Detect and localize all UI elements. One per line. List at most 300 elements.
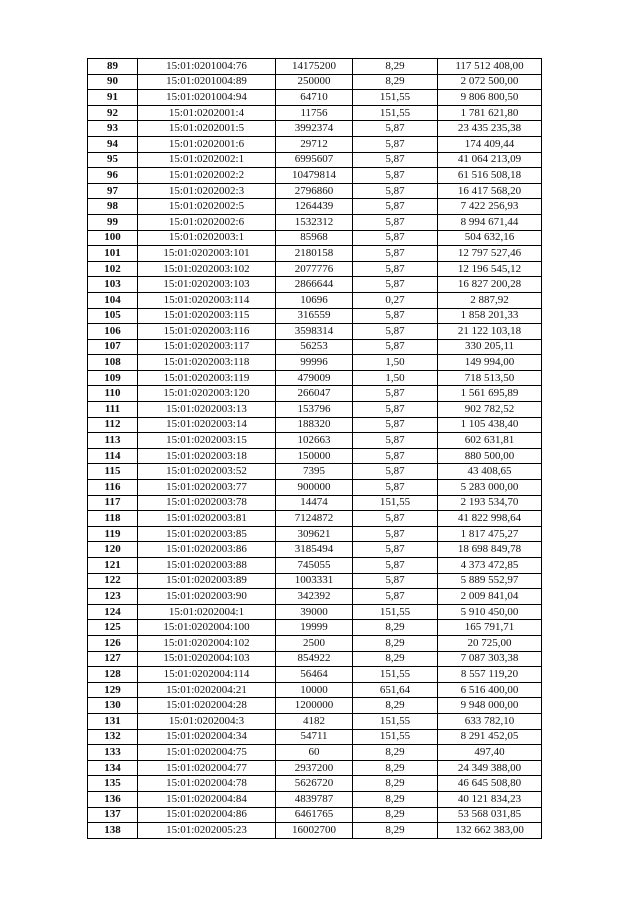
table-row [88, 495, 542, 511]
row-number-cell: 129 [88, 682, 138, 698]
table-row [88, 558, 542, 574]
rate-cell: 5,87 [353, 230, 438, 246]
rate-cell: 5,87 [353, 199, 438, 215]
rate-cell: 5,87 [353, 480, 438, 496]
rate-cell: 5,87 [353, 324, 438, 340]
row-number-cell: 113 [88, 433, 138, 449]
row-number-cell: 136 [88, 791, 138, 807]
cadastral-number-cell: 15:01:0202004:3 [138, 713, 276, 729]
cadastral-value-cell: 633 782,10 [438, 713, 542, 729]
rate-cell: 5,87 [353, 526, 438, 542]
row-number-cell: 127 [88, 651, 138, 667]
row-number-cell: 103 [88, 277, 138, 293]
cadastral-value-cell: 16 417 568,20 [438, 183, 542, 199]
area-cell: 3185494 [276, 542, 353, 558]
rate-cell: 5,87 [353, 183, 438, 199]
area-cell: 309621 [276, 526, 353, 542]
area-cell: 39000 [276, 604, 353, 620]
rate-cell: 5,87 [353, 589, 438, 605]
cadastral-number-cell: 15:01:0202003:114 [138, 292, 276, 308]
cadastral-number-cell: 15:01:0202003:85 [138, 526, 276, 542]
table-row [88, 511, 542, 527]
cadastral-value-cell: 7 422 256,93 [438, 199, 542, 215]
cadastral-number-cell: 15:01:0202004:84 [138, 791, 276, 807]
cadastral-number-cell: 15:01:0202002:2 [138, 168, 276, 184]
table-row [88, 760, 542, 776]
cadastral-number-cell: 15:01:0202001:6 [138, 136, 276, 152]
rate-cell: 8,29 [353, 651, 438, 667]
table-row [88, 464, 542, 480]
cadastral-number-cell: 15:01:0202002:6 [138, 214, 276, 230]
area-cell: 16002700 [276, 823, 353, 839]
area-cell: 316559 [276, 308, 353, 324]
row-number-cell: 99 [88, 214, 138, 230]
cadastral-value-cell: 880 500,00 [438, 448, 542, 464]
row-number-cell: 106 [88, 324, 138, 340]
table-row [88, 526, 542, 542]
table-row [88, 339, 542, 355]
table-row [88, 308, 542, 324]
cadastral-value-cell: 330 205,11 [438, 339, 542, 355]
cadastral-number-cell: 15:01:0202003:52 [138, 464, 276, 480]
area-cell: 4839787 [276, 791, 353, 807]
row-number-cell: 110 [88, 386, 138, 402]
rate-cell: 5,87 [353, 339, 438, 355]
cadastral-value-cell: 5 910 450,00 [438, 604, 542, 620]
cadastral-number-cell: 15:01:0202003:14 [138, 417, 276, 433]
cadastral-value-cell: 7 087 303,38 [438, 651, 542, 667]
cadastral-number-cell: 15:01:0202003:90 [138, 589, 276, 605]
rate-cell: 5,87 [353, 168, 438, 184]
cadastral-value-cell: 16 827 200,28 [438, 277, 542, 293]
rate-cell: 8,29 [353, 59, 438, 75]
cadastral-value-cell: 2 193 534,70 [438, 495, 542, 511]
area-cell: 10696 [276, 292, 353, 308]
rate-cell: 5,87 [353, 152, 438, 168]
area-cell: 2077776 [276, 261, 353, 277]
table-body [88, 59, 542, 839]
cadastral-value-cell: 1 561 695,89 [438, 386, 542, 402]
table-row [88, 807, 542, 823]
cadastral-value-cell: 602 631,81 [438, 433, 542, 449]
cadastral-value-cell: 1 817 475,27 [438, 526, 542, 542]
cadastral-number-cell: 15:01:0202003:77 [138, 480, 276, 496]
row-number-cell: 100 [88, 230, 138, 246]
cadastral-number-cell: 15:01:0201004:76 [138, 59, 276, 75]
area-cell: 1264439 [276, 199, 353, 215]
cadastral-number-cell: 15:01:0202004:1 [138, 604, 276, 620]
rate-cell: 151,55 [353, 495, 438, 511]
table-row [88, 90, 542, 106]
cadastral-number-cell: 15:01:0202002:1 [138, 152, 276, 168]
cadastral-value-cell: 8 291 452,05 [438, 729, 542, 745]
cadastral-value-cell: 9 948 000,00 [438, 698, 542, 714]
row-number-cell: 93 [88, 121, 138, 137]
area-cell: 4182 [276, 713, 353, 729]
cadastral-number-cell: 15:01:0202003:78 [138, 495, 276, 511]
cadastral-number-cell: 15:01:0202001:5 [138, 121, 276, 137]
row-number-cell: 92 [88, 105, 138, 121]
cadastral-value-cell: 41 822 998,64 [438, 511, 542, 527]
area-cell: 854922 [276, 651, 353, 667]
area-cell: 2796860 [276, 183, 353, 199]
row-number-cell: 119 [88, 526, 138, 542]
table-row [88, 542, 542, 558]
cadastral-value-cell: 165 791,71 [438, 620, 542, 636]
area-cell: 1532312 [276, 214, 353, 230]
row-number-cell: 114 [88, 448, 138, 464]
cadastral-value-cell: 497,40 [438, 745, 542, 761]
rate-cell: 8,29 [353, 776, 438, 792]
row-number-cell: 133 [88, 745, 138, 761]
cadastral-number-cell: 15:01:0202002:5 [138, 199, 276, 215]
cadastral-value-cell: 117 512 408,00 [438, 59, 542, 75]
row-number-cell: 128 [88, 667, 138, 683]
row-number-cell: 108 [88, 355, 138, 371]
table-row [88, 417, 542, 433]
rate-cell: 5,87 [353, 448, 438, 464]
area-cell: 99996 [276, 355, 353, 371]
table-row [88, 168, 542, 184]
row-number-cell: 90 [88, 74, 138, 90]
table-row [88, 729, 542, 745]
rate-cell: 8,29 [353, 74, 438, 90]
cadastral-number-cell: 15:01:0202004:114 [138, 667, 276, 683]
area-cell: 11756 [276, 105, 353, 121]
cadastral-value-cell: 2 072 500,00 [438, 74, 542, 90]
row-number-cell: 104 [88, 292, 138, 308]
row-number-cell: 122 [88, 573, 138, 589]
table-row [88, 651, 542, 667]
cadastral-value-cell: 6 516 400,00 [438, 682, 542, 698]
rate-cell: 8,29 [353, 635, 438, 651]
area-cell: 54711 [276, 729, 353, 745]
table-row [88, 292, 542, 308]
table-row [88, 183, 542, 199]
cadastral-value-cell: 24 349 388,00 [438, 760, 542, 776]
cadastral-number-cell: 15:01:0202004:102 [138, 635, 276, 651]
table-row [88, 136, 542, 152]
area-cell: 10000 [276, 682, 353, 698]
row-number-cell: 107 [88, 339, 138, 355]
table-row [88, 214, 542, 230]
table-row [88, 324, 542, 340]
row-number-cell: 126 [88, 635, 138, 651]
cadastral-value-cell: 41 064 213,09 [438, 152, 542, 168]
row-number-cell: 134 [88, 760, 138, 776]
area-cell: 153796 [276, 402, 353, 418]
area-cell: 266047 [276, 386, 353, 402]
row-number-cell: 89 [88, 59, 138, 75]
area-cell: 250000 [276, 74, 353, 90]
table-row [88, 261, 542, 277]
table-row [88, 199, 542, 215]
cadastral-value-cell: 1 781 621,80 [438, 105, 542, 121]
row-number-cell: 121 [88, 558, 138, 574]
row-number-cell: 109 [88, 370, 138, 386]
rate-cell: 5,87 [353, 511, 438, 527]
area-cell: 56464 [276, 667, 353, 683]
area-cell: 745055 [276, 558, 353, 574]
cadastral-number-cell: 15:01:0202004:103 [138, 651, 276, 667]
cadastral-value-cell: 9 806 800,50 [438, 90, 542, 106]
cadastral-number-cell: 15:01:0202003:103 [138, 277, 276, 293]
area-cell: 150000 [276, 448, 353, 464]
cadastral-number-cell: 15:01:0202004:77 [138, 760, 276, 776]
row-number-cell: 125 [88, 620, 138, 636]
cadastral-value-cell: 174 409,44 [438, 136, 542, 152]
row-number-cell: 95 [88, 152, 138, 168]
area-cell: 7124872 [276, 511, 353, 527]
cadastral-number-cell: 15:01:0202003:89 [138, 573, 276, 589]
area-cell: 10479814 [276, 168, 353, 184]
cadastral-number-cell: 15:01:0202003:81 [138, 511, 276, 527]
cadastral-number-cell: 15:01:0202003:86 [138, 542, 276, 558]
area-cell: 29712 [276, 136, 353, 152]
row-number-cell: 112 [88, 417, 138, 433]
rate-cell: 1,50 [353, 370, 438, 386]
cadastral-value-cell: 1 858 201,33 [438, 308, 542, 324]
rate-cell: 8,29 [353, 807, 438, 823]
area-cell: 3598314 [276, 324, 353, 340]
cadastral-value-cell: 2 009 841,04 [438, 589, 542, 605]
rate-cell: 5,87 [353, 464, 438, 480]
cadastral-value-cell: 902 782,52 [438, 402, 542, 418]
rate-cell: 151,55 [353, 90, 438, 106]
cadastral-value-cell: 132 662 383,00 [438, 823, 542, 839]
table-row [88, 667, 542, 683]
table-row [88, 682, 542, 698]
rate-cell: 8,29 [353, 745, 438, 761]
cadastral-number-cell: 15:01:0202004:21 [138, 682, 276, 698]
area-cell: 1003331 [276, 573, 353, 589]
table-row [88, 698, 542, 714]
rate-cell: 151,55 [353, 667, 438, 683]
land-plot-table [87, 58, 542, 839]
rate-cell: 5,87 [353, 246, 438, 262]
area-cell: 64710 [276, 90, 353, 106]
row-number-cell: 130 [88, 698, 138, 714]
rate-cell: 5,87 [353, 261, 438, 277]
area-cell: 188320 [276, 417, 353, 433]
cadastral-number-cell: 15:01:0202003:119 [138, 370, 276, 386]
rate-cell: 8,29 [353, 760, 438, 776]
cadastral-value-cell: 504 632,16 [438, 230, 542, 246]
table-row [88, 448, 542, 464]
cadastral-value-cell: 12 797 527,46 [438, 246, 542, 262]
row-number-cell: 116 [88, 480, 138, 496]
rate-cell: 0,27 [353, 292, 438, 308]
cadastral-value-cell: 2 887,92 [438, 292, 542, 308]
rate-cell: 5,87 [353, 121, 438, 137]
area-cell: 56253 [276, 339, 353, 355]
row-number-cell: 96 [88, 168, 138, 184]
area-cell: 2500 [276, 635, 353, 651]
area-cell: 2866644 [276, 277, 353, 293]
table-row [88, 277, 542, 293]
row-number-cell: 97 [88, 183, 138, 199]
row-number-cell: 135 [88, 776, 138, 792]
rate-cell: 8,29 [353, 620, 438, 636]
cadastral-value-cell: 43 408,65 [438, 464, 542, 480]
rate-cell: 5,87 [353, 402, 438, 418]
table-row [88, 604, 542, 620]
row-number-cell: 91 [88, 90, 138, 106]
rate-cell: 5,87 [353, 277, 438, 293]
rate-cell: 651,64 [353, 682, 438, 698]
cadastral-value-cell: 23 435 235,38 [438, 121, 542, 137]
rate-cell: 5,87 [353, 417, 438, 433]
area-cell: 3992374 [276, 121, 353, 137]
row-number-cell: 102 [88, 261, 138, 277]
rate-cell: 5,87 [353, 558, 438, 574]
cadastral-value-cell: 21 122 103,18 [438, 324, 542, 340]
area-cell: 479009 [276, 370, 353, 386]
area-cell: 342392 [276, 589, 353, 605]
area-cell: 2180158 [276, 246, 353, 262]
cadastral-number-cell: 15:01:0201004:94 [138, 90, 276, 106]
row-number-cell: 124 [88, 604, 138, 620]
cadastral-value-cell: 149 994,00 [438, 355, 542, 371]
rate-cell: 151,55 [353, 105, 438, 121]
area-cell: 14175200 [276, 59, 353, 75]
cadastral-number-cell: 15:01:0202002:3 [138, 183, 276, 199]
cadastral-number-cell: 15:01:0202003:18 [138, 448, 276, 464]
table-row [88, 74, 542, 90]
table-row [88, 246, 542, 262]
row-number-cell: 111 [88, 402, 138, 418]
table-row [88, 713, 542, 729]
table-row [88, 230, 542, 246]
cadastral-value-cell: 718 513,50 [438, 370, 542, 386]
cadastral-number-cell: 15:01:0202004:78 [138, 776, 276, 792]
rate-cell: 5,87 [353, 542, 438, 558]
cadastral-number-cell: 15:01:0202003:115 [138, 308, 276, 324]
cadastral-value-cell: 12 196 545,12 [438, 261, 542, 277]
cadastral-value-cell: 53 568 031,85 [438, 807, 542, 823]
table-row [88, 402, 542, 418]
table-row [88, 370, 542, 386]
cadastral-value-cell: 8 557 119,20 [438, 667, 542, 683]
rate-cell: 8,29 [353, 791, 438, 807]
cadastral-number-cell: 15:01:0202003:116 [138, 324, 276, 340]
area-cell: 2937200 [276, 760, 353, 776]
rate-cell: 5,87 [353, 573, 438, 589]
table-row [88, 823, 542, 839]
rate-cell: 5,87 [353, 433, 438, 449]
area-cell: 19999 [276, 620, 353, 636]
rate-cell: 151,55 [353, 713, 438, 729]
cadastral-number-cell: 15:01:0202003:102 [138, 261, 276, 277]
cadastral-value-cell: 1 105 438,40 [438, 417, 542, 433]
cadastral-number-cell: 15:01:0202003:15 [138, 433, 276, 449]
rate-cell: 151,55 [353, 729, 438, 745]
cadastral-value-cell: 8 994 671,44 [438, 214, 542, 230]
area-cell: 60 [276, 745, 353, 761]
row-number-cell: 115 [88, 464, 138, 480]
row-number-cell: 98 [88, 199, 138, 215]
table-row [88, 620, 542, 636]
cadastral-number-cell: 15:01:0202004:28 [138, 698, 276, 714]
table-row [88, 791, 542, 807]
row-number-cell: 120 [88, 542, 138, 558]
cadastral-value-cell: 5 889 552,97 [438, 573, 542, 589]
row-number-cell: 117 [88, 495, 138, 511]
row-number-cell: 118 [88, 511, 138, 527]
table-row [88, 635, 542, 651]
table-row [88, 386, 542, 402]
cadastral-number-cell: 15:01:0202003:101 [138, 246, 276, 262]
cadastral-number-cell: 15:01:0202003:118 [138, 355, 276, 371]
area-cell: 102663 [276, 433, 353, 449]
area-cell: 1200000 [276, 698, 353, 714]
rate-cell: 151,55 [353, 604, 438, 620]
table-row [88, 589, 542, 605]
row-number-cell: 138 [88, 823, 138, 839]
area-cell: 14474 [276, 495, 353, 511]
rate-cell: 8,29 [353, 698, 438, 714]
cadastral-number-cell: 15:01:0202001:4 [138, 105, 276, 121]
cadastral-value-cell: 46 645 508,80 [438, 776, 542, 792]
table-row [88, 776, 542, 792]
cadastral-value-cell: 5 283 000,00 [438, 480, 542, 496]
row-number-cell: 131 [88, 713, 138, 729]
table-row [88, 355, 542, 371]
table-row [88, 745, 542, 761]
rate-cell: 5,87 [353, 308, 438, 324]
cadastral-value-cell: 20 725,00 [438, 635, 542, 651]
table-row [88, 105, 542, 121]
cadastral-number-cell: 15:01:0201004:89 [138, 74, 276, 90]
rate-cell: 5,87 [353, 214, 438, 230]
row-number-cell: 105 [88, 308, 138, 324]
cadastral-number-cell: 15:01:0202003:1 [138, 230, 276, 246]
cadastral-value-cell: 40 121 834,23 [438, 791, 542, 807]
area-cell: 6995607 [276, 152, 353, 168]
table-row [88, 573, 542, 589]
cadastral-number-cell: 15:01:0202004:75 [138, 745, 276, 761]
rate-cell: 5,87 [353, 386, 438, 402]
cadastral-number-cell: 15:01:0202003:117 [138, 339, 276, 355]
cadastral-number-cell: 15:01:0202004:100 [138, 620, 276, 636]
table-row [88, 121, 542, 137]
row-number-cell: 101 [88, 246, 138, 262]
cadastral-number-cell: 15:01:0202003:88 [138, 558, 276, 574]
area-cell: 5626720 [276, 776, 353, 792]
cadastral-number-cell: 15:01:0202003:13 [138, 402, 276, 418]
cadastral-number-cell: 15:01:0202004:34 [138, 729, 276, 745]
table-row [88, 152, 542, 168]
area-cell: 7395 [276, 464, 353, 480]
rate-cell: 8,29 [353, 823, 438, 839]
row-number-cell: 94 [88, 136, 138, 152]
row-number-cell: 137 [88, 807, 138, 823]
table-row [88, 59, 542, 75]
cadastral-value-cell: 18 698 849,78 [438, 542, 542, 558]
cadastral-value-cell: 61 516 508,18 [438, 168, 542, 184]
row-number-cell: 123 [88, 589, 138, 605]
area-cell: 6461765 [276, 807, 353, 823]
cadastral-number-cell: 15:01:0202005:23 [138, 823, 276, 839]
area-cell: 900000 [276, 480, 353, 496]
cadastral-number-cell: 15:01:0202003:120 [138, 386, 276, 402]
rate-cell: 1,50 [353, 355, 438, 371]
row-number-cell: 132 [88, 729, 138, 745]
table-row [88, 433, 542, 449]
cadastral-value-cell: 4 373 472,85 [438, 558, 542, 574]
rate-cell: 5,87 [353, 136, 438, 152]
area-cell: 85968 [276, 230, 353, 246]
